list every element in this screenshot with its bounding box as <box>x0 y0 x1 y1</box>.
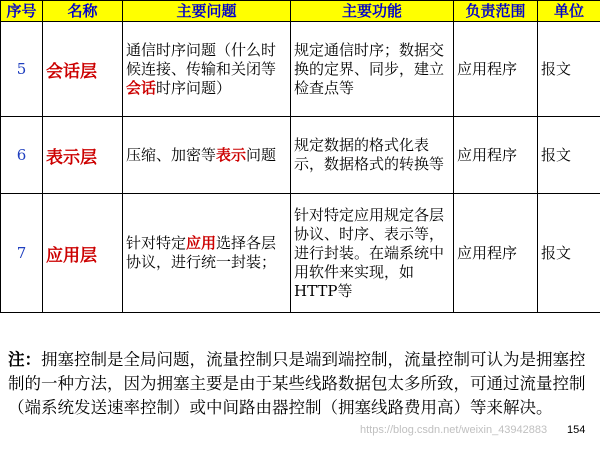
table-row <box>1 117 600 194</box>
note-text: 拥塞控制是全局问题，流量控制只是端到端控制，流量控制可认为是拥塞控制的一种方法，因为拥塞主要是由于某些线路数据包太多所致，可通过流量控制（端系统发送速率控制）或中间路由器控制（拥塞线路费用高）等来解决。 <box>8 350 586 417</box>
header-scope: 负责范围 <box>454 1 538 22</box>
problem-highlight: 会话 <box>126 78 157 97</box>
problem-highlight: 应用 <box>186 234 217 252</box>
row-scope: 应用程序 <box>454 22 538 117</box>
row-problem <box>123 22 291 117</box>
row-function: 规定通信时序；数据交换的定界、同步，建立检查点等 <box>291 22 454 117</box>
row-function: 针对特定应用规定各层协议、时序、表示等，进行封装。在端系统中用软件来实现，如HTTP等 <box>291 194 454 313</box>
header-unit: 单位 <box>538 1 600 22</box>
watermark: https://blog.csdn.net/weixin_43942883 <box>360 424 548 436</box>
problem-text-end: 问题 <box>246 145 277 164</box>
row-num: 6 <box>1 117 43 194</box>
note-label: 注： <box>8 350 41 369</box>
row-scope: 应用程序 <box>454 117 538 194</box>
page-number: 154 <box>567 424 586 436</box>
row-scope: 应用程序 <box>454 194 538 313</box>
header-name: 名称 <box>43 1 123 22</box>
header-problem: 主要问题 <box>123 1 291 22</box>
row-name: 应用层 <box>43 194 123 313</box>
problem-highlight: 表示 <box>216 145 247 164</box>
row-num: 7 <box>1 194 43 313</box>
table-row <box>1 194 600 313</box>
header-function: 主要功能 <box>291 1 454 22</box>
row-num: 5 <box>1 22 43 117</box>
table-header-row <box>1 1 600 22</box>
problem-text: 压缩、加密等 <box>126 145 217 164</box>
problem-text-end: 时序问题） <box>156 78 232 97</box>
row-problem <box>123 194 291 313</box>
row-unit: 报文 <box>538 117 600 194</box>
problem-text: 通信时序问题（什么时候连接、传输和关闭等 <box>126 40 277 78</box>
row-name: 表示层 <box>43 117 123 194</box>
row-name: 会话层 <box>43 22 123 117</box>
row-unit: 报文 <box>538 22 600 117</box>
table-row <box>1 22 600 117</box>
header-num: 序号 <box>1 1 43 22</box>
row-unit: 报文 <box>538 194 600 313</box>
row-problem <box>123 117 291 194</box>
problem-text-end: 选择各层协议，进行统一封装； <box>126 234 277 271</box>
row-function: 规定数据的格式化表示，数据格式的转换等 <box>291 117 454 194</box>
footnote <box>8 348 596 420</box>
problem-text: 针对特定 <box>126 234 187 252</box>
